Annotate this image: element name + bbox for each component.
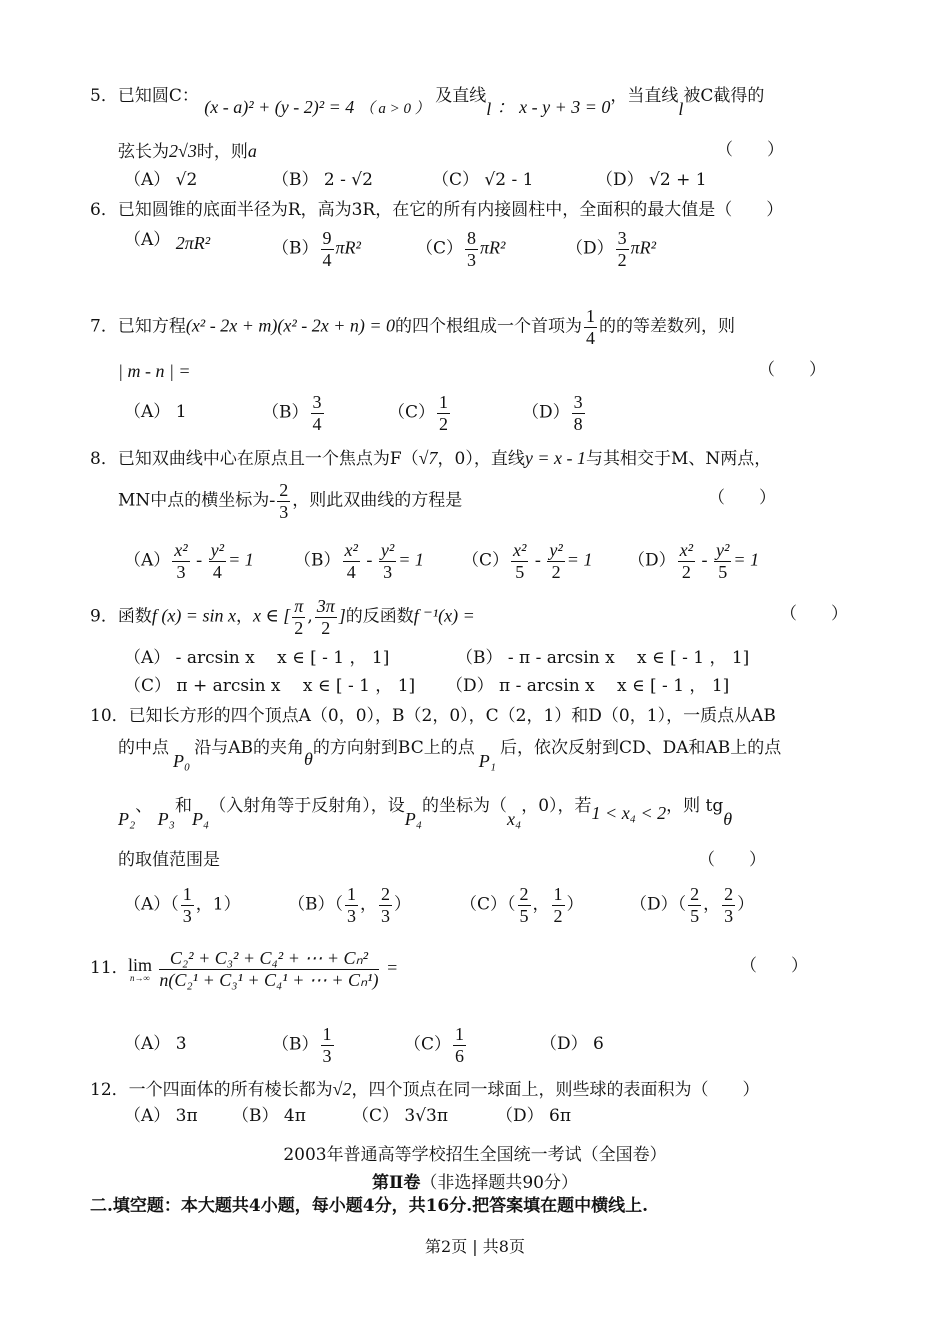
q5-text: 时，则 <box>196 142 248 162</box>
q5-line-l: l <box>678 99 684 119</box>
section-2-heading: 二.填空题：本大题共4小题，每小题4分，共16分.把答案填在题中横线上. <box>90 1196 649 1216</box>
q8-line1: 8．已知双曲线中心在原点且一个焦点为F（√7，0），直线y = x - 1与其相交于M、N两点， <box>90 448 772 469</box>
q7-option-b: （B） $\frac{3}{4}$ <box>262 392 322 434</box>
q5-option-c: （C） √2 - 1 <box>432 170 534 190</box>
q9-inverse: f ⁻¹(x) = <box>413 605 475 626</box>
q8-option-c: （C） $\frac{\text{x²}}{5}$ - $\frac{\text{y²}}{2}$ = 1 <box>462 540 593 582</box>
q7-equation: (x² - 2x + m)(x² - 2x + n) = 0 <box>185 315 395 336</box>
q12-option-c: （C） 3√3π <box>352 1106 449 1126</box>
q5-option-a: （A） √2 <box>124 170 198 190</box>
q6-option-d: （D） $\frac{3}{2}$ πR² <box>566 228 657 270</box>
q6-stem: 6．已知圆锥的底面半径为R，高为3R，在它的所有内接圆柱中，全面积的最大值是（ ） <box>90 200 784 220</box>
part2-header <box>0 1168 950 1193</box>
exam-title: 2003年普通高等学校招生全国统一考试（全国卷） <box>283 1145 667 1165</box>
q11-number: 11． <box>90 958 129 978</box>
q12-option-a: （A） 3π <box>124 1106 198 1126</box>
q7-line2: | m - n | = <box>118 361 191 381</box>
q9-option-b: （B） - π - arcsin x x ∈ [ - 1 ， 1] <box>456 648 750 668</box>
q10-option-b: （B）（ $\frac{1}{3}$ ， $\frac{2}{3}$ ） <box>288 884 411 926</box>
q5-line2 <box>118 142 257 161</box>
q7-line1: 7．已知方程(x² - 2x + m)(x² - 2x + n) = 0的四个根组成一个首项为 $\frac{1}{4}$ 的的等差数列，则 <box>90 306 735 348</box>
q10-option-a: （A）（ $\frac{1}{3}$ ，1） <box>124 884 241 926</box>
q12-stem: 12．一个四面体的所有棱长都为√2，四个顶点在同一球面上，则些球的表面积为（ ） <box>90 1079 760 1100</box>
q5-var-a: a <box>247 141 257 161</box>
q9-option-a: （A） - arcsin x x ∈ [ - 1 ， 1] <box>124 648 390 668</box>
q5-option-d: （D） √2 + 1 <box>596 170 707 190</box>
q8-option-d: （D） $\frac{\text{x²}}{2}$ - $\frac{\text{y²}}{5}$ = 1 <box>628 540 760 582</box>
q7-option-a: （A） 1 <box>124 402 187 422</box>
q5-stem-start: 5．已知圆C： <box>90 86 199 106</box>
q7-option-d: （D） $\frac{3}{8}$ <box>522 392 583 434</box>
part2-note: （非选择题共90分） <box>420 1173 578 1193</box>
q10-option-c: （C）（ $\frac{2}{5}$ ， $\frac{1}{2}$ ） <box>460 884 584 926</box>
q6-option-b: （B） $\frac{9}{4}$ πR² <box>272 228 361 270</box>
q11-option-d: （D） 6 <box>540 1034 604 1054</box>
q5-line-l: l <box>486 99 492 119</box>
q7-answer-bracket: （ ） <box>758 360 826 380</box>
q5-text: 被C截得的 <box>683 86 765 106</box>
q7-option-c: （C） $\frac{1}{2}$ <box>388 392 449 434</box>
q8-option-a: （A） $\frac{\text{x²}}{3}$ - $\frac{\text{y²}}{4}$ = 1 <box>124 540 254 582</box>
q5-circle-equation: (x - a)² + (y - 2)² = 4 <box>204 97 355 117</box>
q9-function: f (x) = sin x <box>151 605 236 626</box>
q5-text: ，当直线 <box>610 86 679 106</box>
q8-option-b: （B） $\frac{\text{x²}}{4}$ - $\frac{\text{y²}}{3}$ = 1 <box>294 540 424 582</box>
q5-text: 弦长为 <box>118 142 169 162</box>
q11-option-c: （C） $\frac{1}{6}$ <box>404 1024 465 1066</box>
q10-line2: 的中点P₀沿与AB的夹角θ的方向射到BC上的点P₁后，依次反射到CD、DA和AB上的点 <box>118 738 782 771</box>
q5-line1 <box>90 86 765 119</box>
q8-line2: MN中点的横坐标为- $\frac{2}{3}$ ，则此双曲线的方程是 <box>118 480 463 522</box>
q6-option-a: （A） 2πR² <box>124 230 211 253</box>
q10-line4: 的取值范围是 <box>118 850 220 870</box>
q11-answer-bracket: （ ） <box>740 956 808 976</box>
q12-option-b: （B） 4π <box>232 1106 306 1126</box>
q6-option-c: （C） $\frac{8}{3}$ πR² <box>416 228 506 270</box>
q10-answer-bracket: （ ） <box>698 850 766 870</box>
part2-title: 第Ⅱ卷 <box>372 1173 421 1193</box>
q5-chord-length: 2√3 <box>169 141 197 161</box>
q5-line-equation: ： x - y + 3 = 0 <box>496 97 611 117</box>
q9-option-d: （D） π - arcsin x x ∈ [ - 1 ， 1] <box>446 676 730 696</box>
q8-focus: √7 <box>418 448 438 468</box>
q5-answer-bracket: （ ） <box>716 140 784 160</box>
q9-line1: 9．函数f (x) = sin x，x ∈ [ $\frac{\pi}{2}$ , $\frac{3\pi}{2}$ ]的反函数f ⁻¹(x) = <box>90 596 475 638</box>
q12-option-d: （D） 6π <box>496 1106 572 1126</box>
q8-line-equation: y = x - 1 <box>524 448 586 468</box>
q10-line3: P₂、 P₃和P₄（入射角等于反射角），设P₄的坐标为（x₄，0），若1 < x₄ < 2，则 tgθ <box>118 796 733 829</box>
q5-option-b: （B） 2 - √2 <box>272 170 373 190</box>
q11-limit-expression: lim n→∞ $\frac{\text{C₂² + C₃² + C₄² + ⋯ + Cₙ²}}{\text{n(C₂¹ + C₃¹ + C₄¹ + ⋯ + Cₙ¹)}}$ = <box>128 948 399 990</box>
q5-text: 及直线 <box>435 86 487 106</box>
q10-option-d: （D）（ $\frac{2}{5}$ ， $\frac{2}{3}$ ） <box>630 884 755 926</box>
q5-condition: （ a > 0 ） <box>359 101 430 117</box>
q11-option-b: （B） $\frac{1}{3}$ <box>272 1024 332 1066</box>
page-footer: 第2页 | 共8页 <box>425 1237 525 1256</box>
q11-option-a: （A） 3 <box>124 1034 187 1054</box>
q9-answer-bracket: （ ） <box>780 604 848 624</box>
q10-line1: 10．已知长方形的四个顶点A（0，0），B（2，0），C（2，1）和D（0，1），一质点从AB <box>90 706 776 726</box>
q9-option-c: （C） π + arcsin x x ∈ [ - 1 ， 1] <box>124 676 416 696</box>
q8-answer-bracket: （ ） <box>708 488 776 508</box>
